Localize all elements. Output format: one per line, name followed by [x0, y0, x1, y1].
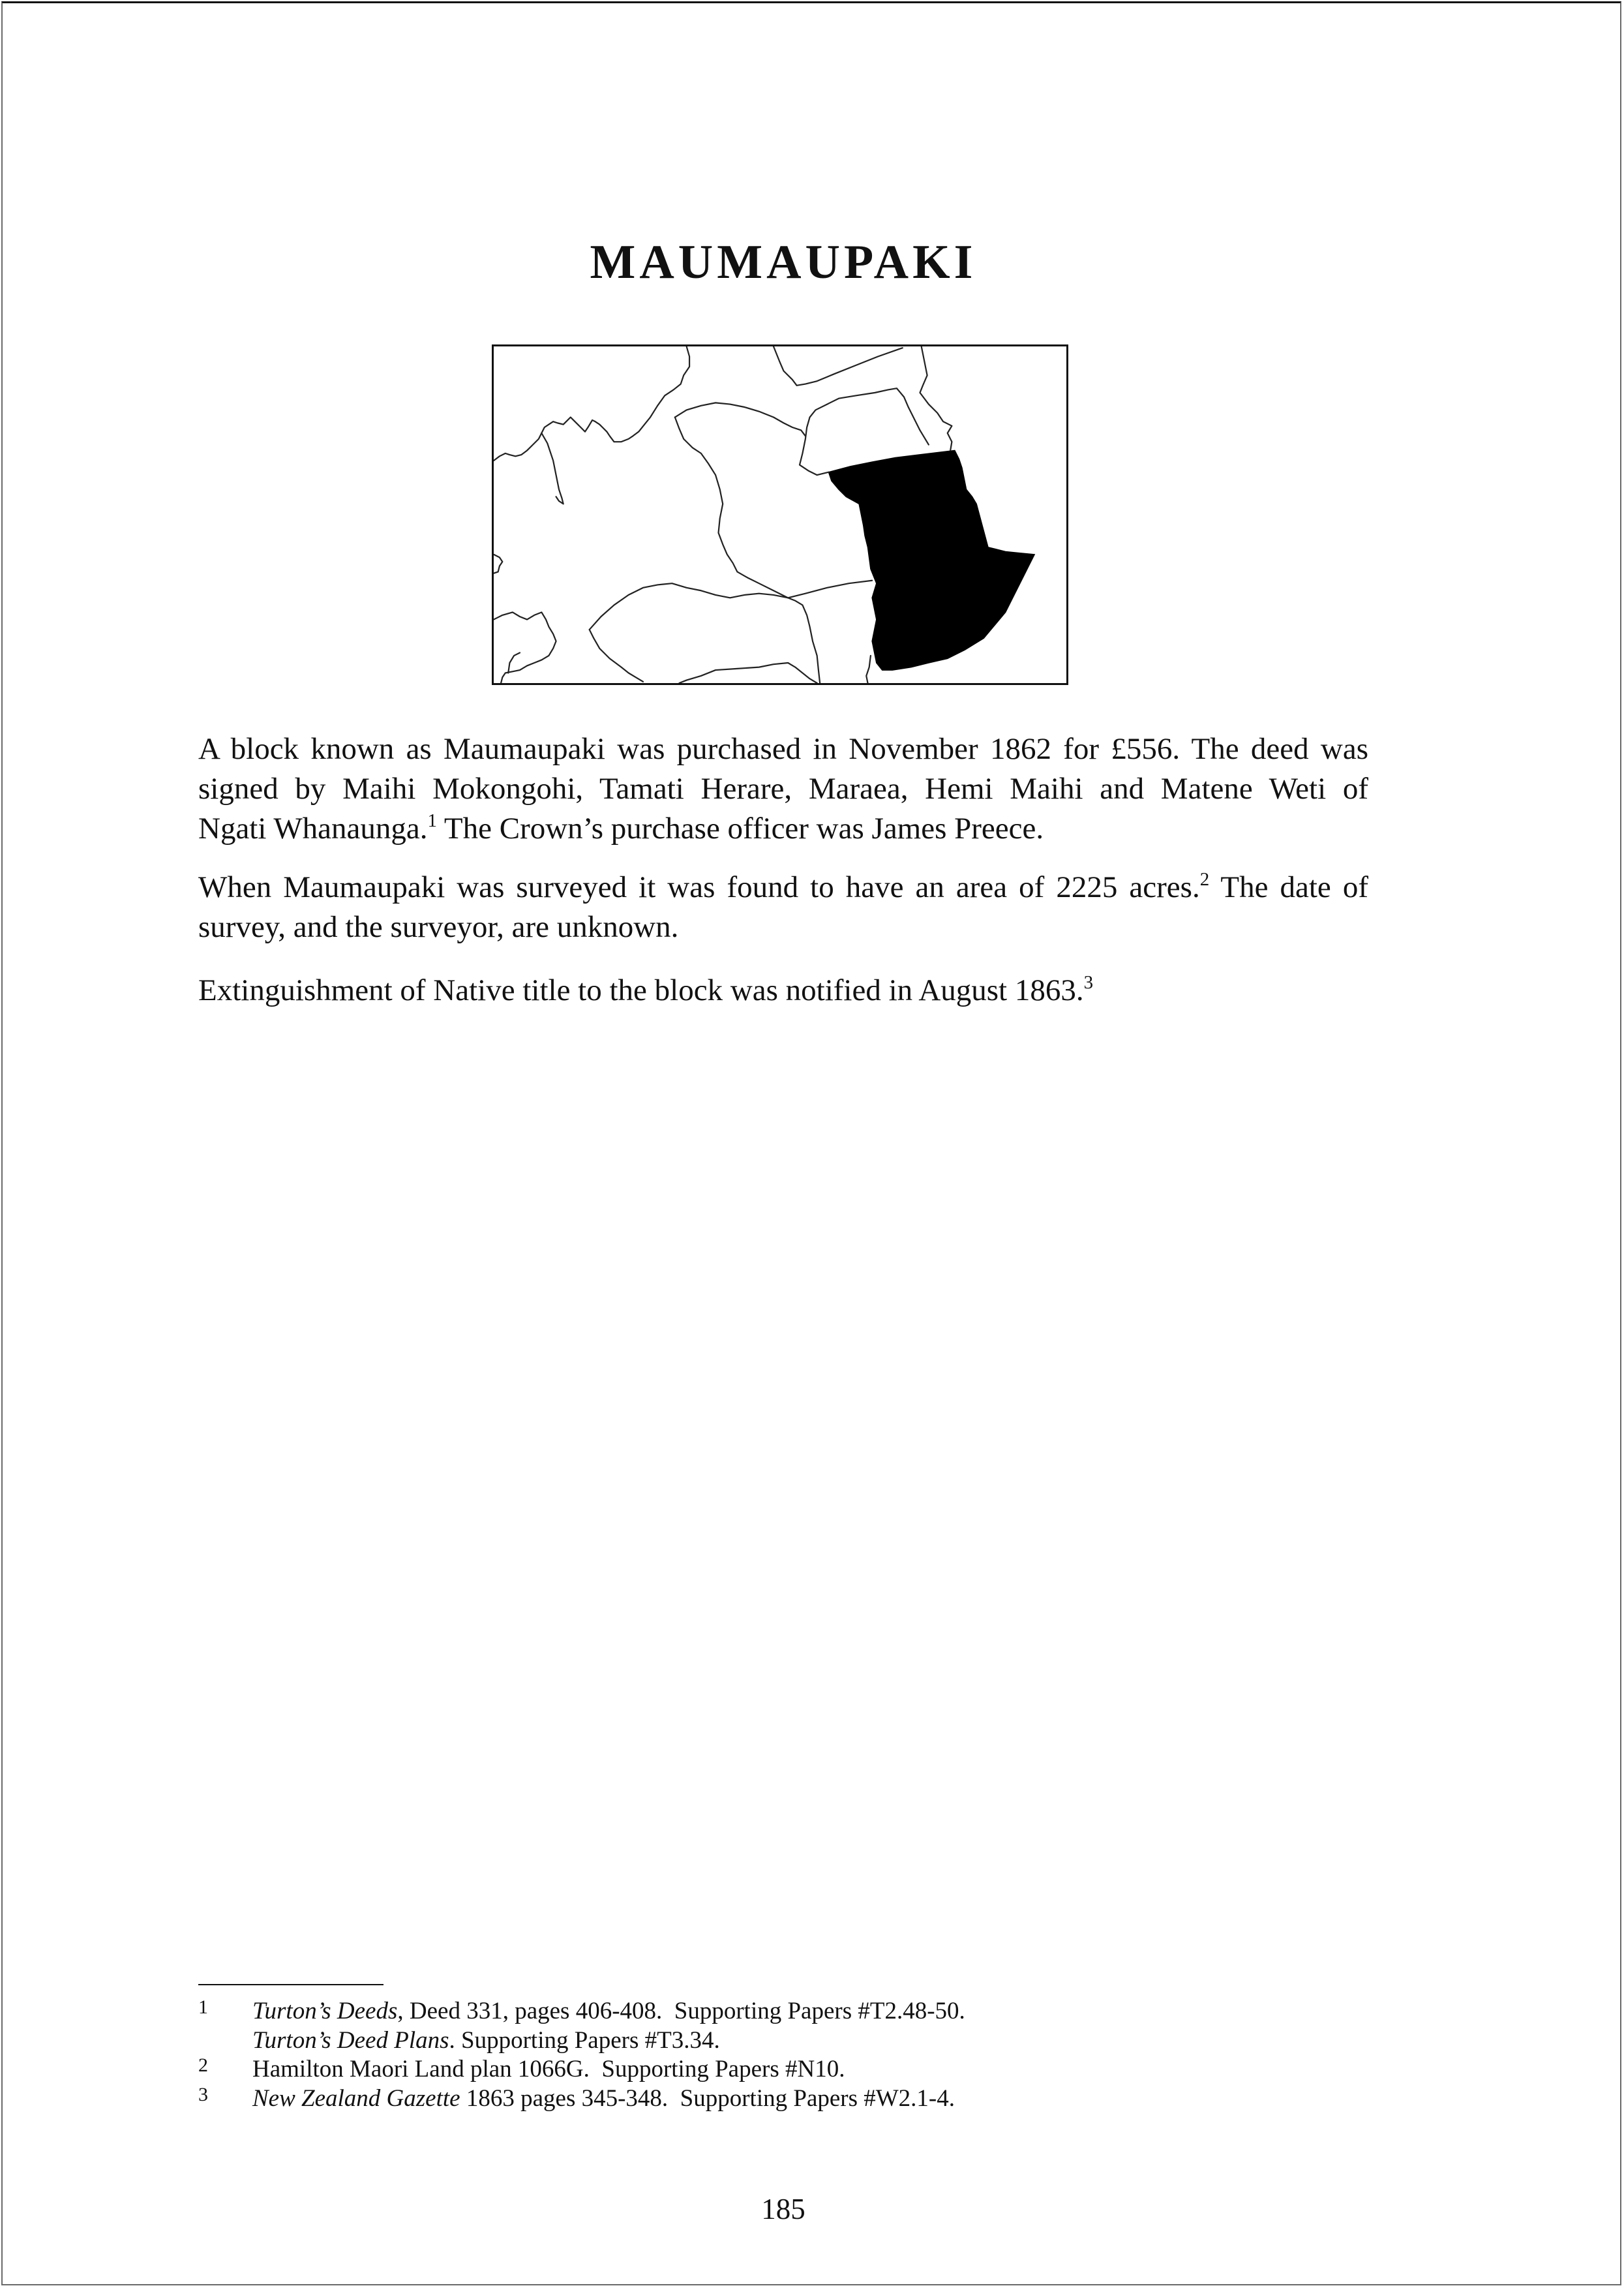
citation-title: Turton’s Deeds	[252, 1998, 398, 2024]
text-line	[198, 971, 1368, 1011]
line-text: The date of	[1209, 870, 1368, 904]
text-line	[198, 769, 1368, 809]
footnote-number: 2	[198, 2054, 208, 2076]
footnote-number: 1	[198, 1996, 208, 2018]
footnote-text	[252, 2026, 1368, 2056]
line-text: Ngati Whanaunga.	[198, 812, 428, 846]
block-boundary	[590, 630, 817, 683]
paragraph-survey	[198, 868, 1368, 947]
block-boundary	[675, 418, 788, 598]
footnote-number: 3	[198, 2083, 208, 2105]
footnote-number-spacer	[198, 2022, 252, 2052]
text-line	[198, 809, 1368, 849]
line-text: Extinguishment of Native title to the block was notified in August 1863.	[198, 973, 1084, 1007]
paragraph-extinguishment	[198, 971, 1368, 1011]
line-text: A block known as Maumaupaki was purchased in November 1862 for £556. The deed was	[198, 732, 1368, 766]
line-text: The Crown’s purchase officer was James Preece.	[437, 812, 1044, 846]
line-text: survey, and the surveyor, are unknown.	[198, 910, 679, 944]
footnote-2	[198, 2055, 1368, 2084]
location-map	[492, 344, 1068, 685]
citation-detail: 1863 pages 345-348. Supporting Papers #W2.1-4.	[460, 2084, 955, 2112]
block-boundary	[675, 403, 805, 436]
block-boundary	[788, 581, 872, 598]
footnote-text	[252, 2084, 1368, 2114]
text-line	[198, 729, 1368, 769]
coastline	[494, 612, 556, 683]
footnote-reference: 2	[1199, 869, 1210, 890]
footnote-reference: 1	[427, 810, 438, 831]
citation-detail: , Deed 331, pages 406-408. Supporting Papers #T2.48-50.	[397, 1998, 965, 2024]
footnote-1	[198, 1997, 1368, 2026]
paragraph-purchase	[198, 729, 1368, 849]
coastline	[494, 346, 689, 461]
page-number: 185	[761, 2193, 805, 2225]
footnote-3	[198, 2084, 1368, 2114]
footnote-reference: 3	[1083, 972, 1094, 993]
footnote-1-continued	[198, 2026, 1368, 2056]
block-boundary	[810, 388, 929, 444]
footnotes	[198, 1997, 1368, 2113]
citation-detail: Hamilton Maori Land plan 1066G. Supporting Papers #N10.	[252, 2056, 845, 2082]
citation-title: Turton’s Deed Plans	[252, 2026, 449, 2054]
map-drawing	[494, 346, 1066, 683]
line-text: When Maumaupaki was surveyed it was found to have an area of 2225 acres.	[198, 870, 1200, 904]
block-boundary	[800, 418, 828, 476]
footnote-separator	[198, 1984, 383, 1985]
block-boundary	[590, 583, 820, 683]
coastline	[494, 555, 502, 573]
maumaupaki-block	[828, 450, 1034, 670]
footnote-text	[252, 2055, 1368, 2084]
river-line	[920, 346, 952, 450]
block-boundary	[774, 346, 903, 386]
footnote-text	[252, 1997, 1368, 2026]
line-text: signed by Maihi Mokongohi, Tamati Herare, Maraea, Hemi Maihi and Matene Weti of	[198, 772, 1368, 806]
text-line	[198, 868, 1368, 908]
block-boundary	[866, 656, 871, 683]
page-title: MAUMAUPAKI	[590, 236, 977, 289]
coastline	[541, 433, 563, 504]
text-line	[198, 908, 1368, 947]
citation-detail: . Supporting Papers #T3.34.	[449, 2026, 720, 2054]
citation-title: New Zealand Gazette	[252, 2084, 460, 2112]
